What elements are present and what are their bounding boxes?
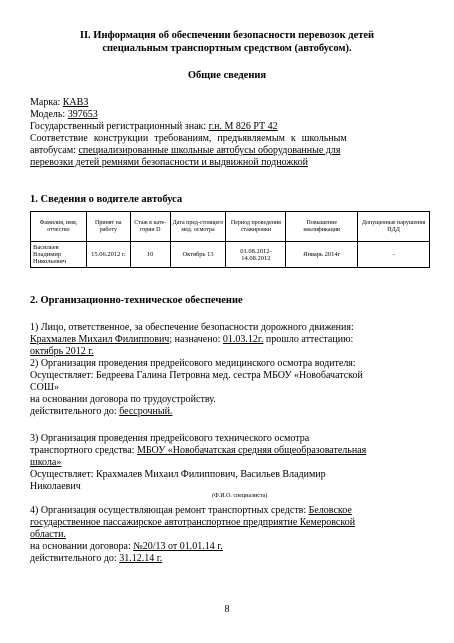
- registration-line: Государственный регистрационный знак: г.н. М 826 РТ 42: [30, 121, 278, 132]
- p2-line2: Осуществляет: Бедреева Галина Петровна мед. сестра МБОУ «Новобачатской: [30, 370, 363, 381]
- p4-line1: 4) Организация осуществляющая ремонт транспортных средств: Беловское: [30, 505, 352, 516]
- section2-title: 2. Организационно-техническое обеспечение: [30, 295, 243, 306]
- p3-line5: Николаевич: [30, 481, 81, 492]
- p2-line1: 2) Организация проведения предрейсового медицинского осмотра водителя:: [30, 358, 356, 369]
- brand-line: Марка: КАВЗ: [30, 97, 89, 108]
- col-header-violations: Допущенные нарушения ПДД: [358, 212, 430, 242]
- col-header-internship: Период проведения стажировки: [226, 212, 286, 242]
- cell-violations: -: [358, 242, 430, 268]
- p3-line3: школа»: [30, 457, 62, 468]
- table-header-row: [31, 212, 430, 242]
- p4-line3: области.: [30, 529, 66, 540]
- p2-valid-line: действительного до: бессрочный.: [30, 406, 173, 417]
- cell-name: Васильев Владимир Никольевич: [31, 242, 87, 268]
- conformity-line2: автобусам: специализированные школьные автобусы оборудованные для: [30, 145, 341, 156]
- conformity-line1: Соответствие конструкции требованиям, предъявляемым к школьным: [30, 133, 347, 144]
- col-header-name: Фамилия, имя, отчество: [31, 212, 87, 242]
- p3-line2: транспортного средства: МБОУ «Новобачатская средняя общеобразовательная: [30, 445, 367, 456]
- p3-line4: Осуществляет: Крахмалев Михаил Филиппович, Васильев Владимир: [30, 469, 326, 480]
- p1-line3: октябрь 2012 г.: [30, 346, 94, 357]
- cell-hired: 15.06.2012 г.: [86, 242, 130, 268]
- p4-line2: государственное пассажирское автотранспортное предприятие Кемеровской: [30, 517, 356, 528]
- fio-caption: (Ф.И.О. специалиста): [212, 493, 268, 499]
- cell-experience: 10: [130, 242, 170, 268]
- col-header-experience: Стаж в кате-гории D: [130, 212, 170, 242]
- p1-line2: Крахмалев Михаил Филиппович; назначено: 01.03.12г. прошло аттестацию:: [30, 334, 354, 345]
- page-number: 8: [224, 604, 230, 615]
- p2-line4: на основании договора по трудоустройству.: [30, 394, 216, 405]
- cell-medical: Октябрь 13: [170, 242, 226, 268]
- p4-valid-line: действительного до: 31.12.14 г.: [30, 553, 163, 564]
- col-header-training: Повышение квалификации: [286, 212, 358, 242]
- conformity-line3: перевозки детей ремнями безопасности и выдвижной подножкой: [30, 157, 308, 168]
- cell-internship: 01.08.2012-14.08.2012: [226, 242, 286, 268]
- section1-title: 1. Сведения о водителе автобуса: [30, 194, 183, 205]
- table-row: [31, 242, 430, 268]
- model-line: Модель: 397653: [30, 109, 98, 120]
- responsible-person: Крахмалев Михаил Филиппович: [30, 334, 170, 345]
- p2-line3: СОШ»: [30, 382, 59, 393]
- subtitle-general-info: Общие сведения: [187, 70, 267, 81]
- section-heading-line2: специальным транспортным средством (автобусом).: [102, 43, 352, 54]
- col-header-hired: Принят на работу: [86, 212, 130, 242]
- registration-value: г.н. М 826 РТ 42: [208, 121, 278, 132]
- driver-table: [30, 211, 430, 268]
- col-header-medical: Дата пред-стоящего мед. осмотра: [170, 212, 226, 242]
- p3-line1: 3) Организация проведения предрейсового технического осмотра: [30, 433, 310, 444]
- section-heading-line1: II. Информация об обеспечении безопасности перевозок детей: [79, 30, 375, 41]
- p1-line1: 1) Лицо, ответственное, за обеспечение безопасности дорожного движения:: [30, 322, 354, 333]
- cell-training: Январь 2014г: [286, 242, 358, 268]
- p4-contract-line: на основании договора: №20/13 от 01.01.14 г.: [30, 541, 223, 552]
- brand-value: КАВЗ: [62, 97, 89, 108]
- model-value: 397653: [67, 109, 98, 120]
